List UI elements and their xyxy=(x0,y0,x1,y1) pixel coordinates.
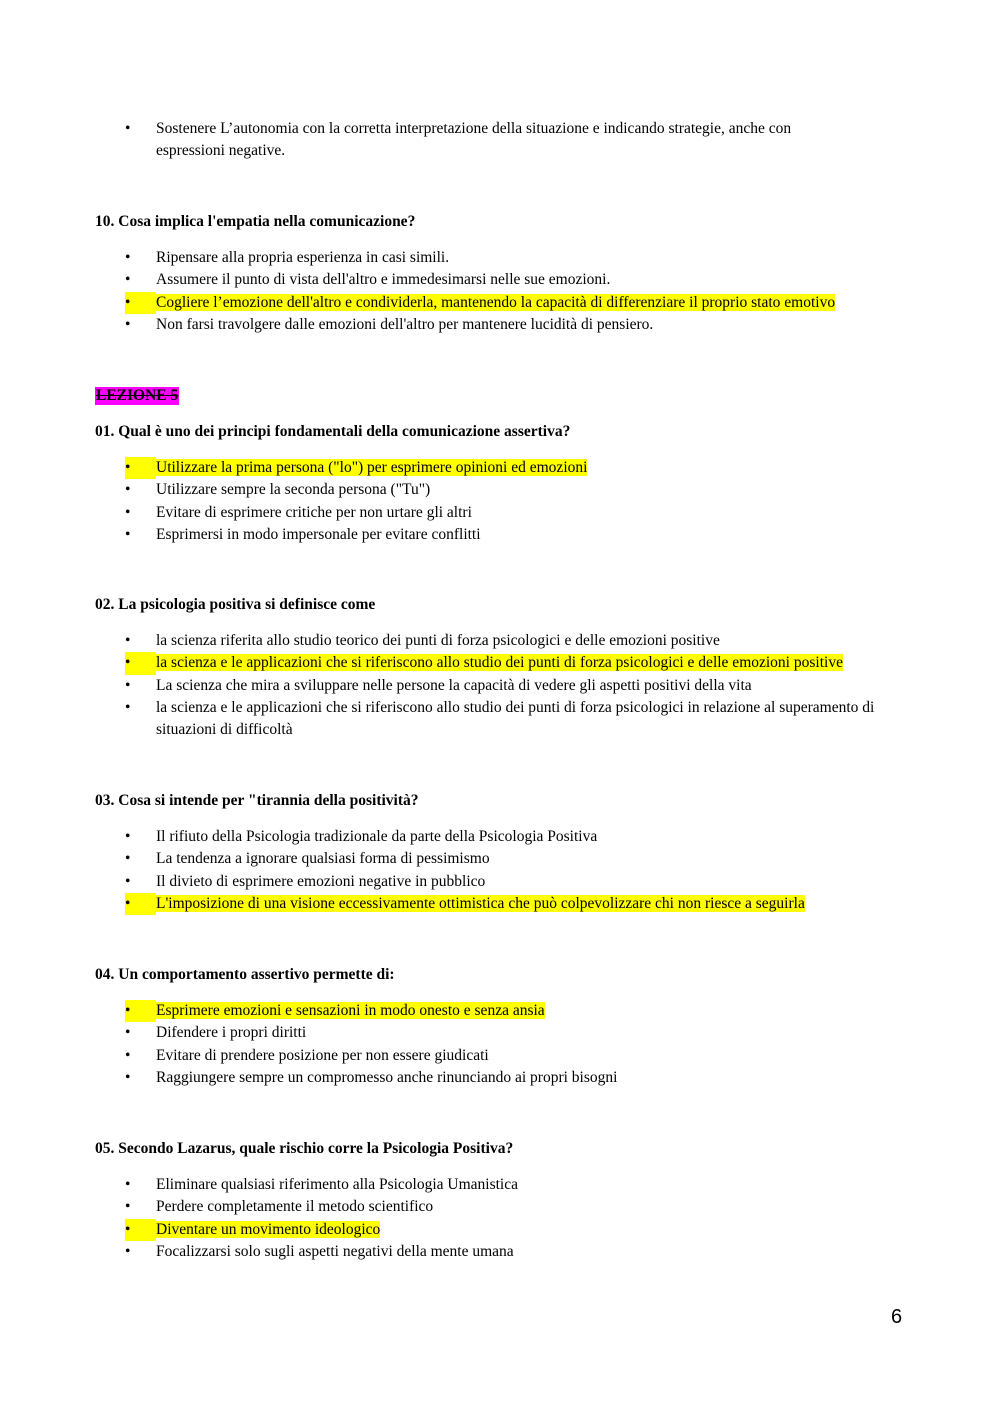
answer-item xyxy=(125,826,915,848)
question-02-title: 02. La psicologia positiva si definisce come xyxy=(95,596,376,613)
bullet-icon: • xyxy=(125,676,131,694)
bullet-icon: • xyxy=(125,1198,131,1216)
answer-text: Evitare di esprimere critiche per non urtare gli altri xyxy=(156,503,472,521)
bullet-icon: • xyxy=(125,249,131,266)
answer-text: Cogliere l’emozione dell'altro e condividerla, mantenendo la capacità di differenziare il proprio stato emotivo xyxy=(156,293,836,311)
answer-item xyxy=(125,1045,915,1067)
answer-text: Evitare di prendere posizione per non essere giudicati xyxy=(156,1046,489,1064)
answer-text: La tendenza a ignorare qualsiasi forma di pessimismo xyxy=(156,850,490,868)
page-number: 6 xyxy=(891,1306,903,1328)
answer-item xyxy=(125,848,915,870)
answer-list-q04 xyxy=(125,1000,915,1089)
bullet-icon: • xyxy=(125,1000,156,1022)
answer-item xyxy=(125,314,915,336)
answer-item-highlighted xyxy=(125,1219,915,1241)
bullet-icon: • xyxy=(125,503,131,521)
bullet-icon: • xyxy=(125,292,156,314)
answer-list-q02 xyxy=(125,630,915,741)
question-10-title: 10. Cosa implica l'empatia nella comunicazione? xyxy=(95,213,416,230)
answer-item xyxy=(125,247,915,269)
answer-text: la scienza riferita allo studio teorico dei punti di forza psicologici e delle emozioni positive xyxy=(156,632,720,649)
answer-item xyxy=(125,1196,915,1218)
bullet-icon: • xyxy=(125,850,131,868)
bullet-icon: • xyxy=(125,1176,131,1193)
question-04-title: 04. Un comportamento assertivo permette di: xyxy=(95,966,395,983)
answer-item-highlighted xyxy=(125,652,915,674)
answer-item xyxy=(125,524,915,546)
answer-text: Utilizzare sempre la seconda persona ("Tu") xyxy=(156,481,431,499)
answer-text: Assumere il punto di vista dell'altro e immedesimarsi nelle sue emozioni. xyxy=(156,271,611,289)
bullet-icon: • xyxy=(125,1024,131,1042)
answer-item xyxy=(125,1067,915,1089)
bullet-icon: • xyxy=(125,1242,131,1260)
bullet-icon: • xyxy=(125,457,156,479)
answer-text: L'imposizione di una visione eccessivamente ottimistica che può colpevolizzare chi non riesce a seguirla xyxy=(156,894,805,912)
answer-item-highlighted xyxy=(125,457,915,479)
answer-text: Il rifiuto della Psicologia tradizionale da parte della Psicologia Positiva xyxy=(156,828,598,845)
bullet-icon: • xyxy=(125,652,156,674)
answer-item xyxy=(125,697,915,742)
answer-text: Sostenere L’autonomia con la corretta interpretazione della situazione e indicando strategie, anche con espressioni negative. xyxy=(156,120,792,160)
answer-text: Eliminare qualsiasi riferimento alla Psicologia Umanistica xyxy=(156,1176,518,1193)
answer-list-q10 xyxy=(125,247,915,336)
answer-text: la scienza e le applicazioni che si riferiscono allo studio dei punti di forza psicologici e delle emozioni positive xyxy=(156,654,843,672)
bullet-icon: • xyxy=(125,632,131,649)
answer-item xyxy=(125,1174,915,1196)
answer-text: Il divieto di esprimere emozioni negative in pubblico xyxy=(156,872,486,890)
answer-item-highlighted xyxy=(125,893,915,915)
bullet-icon: • xyxy=(125,1219,156,1241)
bullet-icon: • xyxy=(125,828,131,845)
bullet-icon: • xyxy=(125,1068,131,1086)
answer-text: La scienza che mira a sviluppare nelle persone la capacità di vedere gli aspetti positivi della vita xyxy=(156,676,752,694)
answer-list-q01 xyxy=(125,457,915,546)
question-05-title: 05. Secondo Lazarus, quale rischio corre la Psicologia Positiva? xyxy=(95,1140,514,1157)
answer-item xyxy=(125,502,915,524)
answer-text: Non farsi travolgere dalle emozioni dell'altro per mantenere lucidità di pensiero. xyxy=(156,315,654,333)
bullet-icon: • xyxy=(125,271,131,289)
bullet-icon: • xyxy=(125,120,131,137)
answer-item xyxy=(125,1241,915,1263)
answer-text: Utilizzare la prima persona ("lo") per esprimere opinioni ed emozioni xyxy=(156,459,588,476)
answer-item-highlighted xyxy=(125,1000,915,1022)
bullet-icon: • xyxy=(125,481,131,499)
answer-item xyxy=(125,871,915,893)
answer-text: Ripensare alla propria esperienza in casi simili. xyxy=(156,249,450,266)
answer-text: Esprimersi in modo impersonale per evitare conflitti xyxy=(156,525,481,543)
answer-text: Focalizzarsi solo sugli aspetti negativi della mente umana xyxy=(156,1242,514,1260)
bullet-icon: • xyxy=(125,698,131,716)
bullet-icon: • xyxy=(125,893,156,915)
answer-text: Raggiungere sempre un compromesso anche rinunciando ai propri bisogni xyxy=(156,1068,618,1086)
question-01-title: 01. Qual è uno dei principi fondamentali della comunicazione assertiva? xyxy=(95,423,571,440)
answer-text: Perdere completamente il metodo scientifico xyxy=(156,1198,434,1216)
answer-item xyxy=(125,479,915,501)
answer-text: la scienza e le applicazioni che si riferiscono allo studio dei punti di forza psicologici in relazione al superamento di situazioni di difficoltà xyxy=(156,698,875,739)
answer-list-top xyxy=(125,118,855,163)
answer-item xyxy=(125,630,915,652)
answer-list-q05 xyxy=(125,1174,915,1263)
answer-item xyxy=(125,1022,915,1044)
answer-item xyxy=(125,675,915,697)
answer-list-q03 xyxy=(125,826,915,915)
bullet-icon: • xyxy=(125,315,131,333)
bullet-icon: • xyxy=(125,872,131,890)
answer-text: Difendere i propri diritti xyxy=(156,1024,307,1042)
answer-item-highlighted xyxy=(125,292,915,314)
answer-item xyxy=(125,269,915,291)
bullet-icon: • xyxy=(125,525,131,543)
lesson-heading: LEZIONE 5 xyxy=(96,387,179,404)
bullet-icon: • xyxy=(125,1046,131,1064)
answer-text: Diventare un movimento ideologico xyxy=(156,1220,381,1238)
answer-item xyxy=(125,118,855,163)
question-03-title: 03. Cosa si intende per "tirannia della positività? xyxy=(95,792,419,809)
answer-text: Esprimere emozioni e sensazioni in modo onesto e senza ansia xyxy=(156,1002,545,1019)
